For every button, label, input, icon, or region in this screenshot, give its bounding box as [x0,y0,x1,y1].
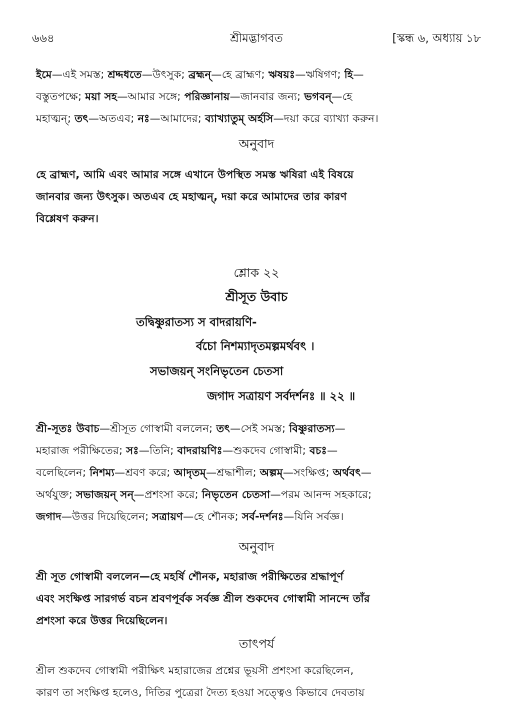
term-meaning: — [353,69,364,81]
term-meaning: —এই সমস্ত; [51,69,108,81]
purport-line: শ্রীল শুকদেব গোস্বামী পরীক্ষিৎ মহারাজের প্রশ্নের ভূয়সী প্রশংসা করেছিলেন, [36,665,354,677]
term-meaning: —হে [331,91,353,103]
translation-line: এবং সংক্ষিপ্ত সারগর্ভ বচন শ্রবণপূর্বক সর্বজ্ঞ শ্রীল শুকদেব গোস্বামী সানন্দে তাঁর [36,593,370,605]
sanskrit-term: বিষ্ণুরাতস্য [289,423,335,435]
term-meaning: মহারাজ পরীক্ষিতের; [36,445,127,457]
translation-line: প্রশংসা করে উত্তর দিয়েছিলেন। [36,615,168,627]
term-meaning: —হে ব্রাহ্মণ; [211,69,269,81]
term-meaning: —দয়া করে ব্যাখ্যা করুন। [273,113,379,125]
term-meaning: —আমার সঙ্গে; [117,91,185,103]
sanskrit-term: সত্রায়ণ [152,511,184,523]
purport-text [36,660,479,704]
purport-heading: তাৎপর্য [238,636,275,651]
synonyms-verse [36,418,479,528]
term-meaning: —উত্তর দিয়েছিলেন; [61,511,153,523]
verse-line: র্বচো নিশম্যাদৃতমল্পমর্থবৎ । [196,339,315,353]
term-meaning: বলেছিলেন; [36,467,90,479]
synonym-line [36,418,479,440]
book-title: শ্রীমদ্ভাগবত [230,31,283,45]
term-meaning: —প্রশংসা করে; [133,489,202,501]
sanskrit-term: ইমে [36,69,52,81]
synonym-line [36,462,479,484]
sanskrit-term: নঃ [137,113,150,125]
term-meaning: —সংক্ষিপ্ত; [282,467,333,479]
verse-speaker: শ্রীসূত উবাচ [225,289,288,304]
translation-line: হে ব্রাহ্মণ, আমি এবং আমার সঙ্গে এখানে উপস্থিত সমস্ত ঋষিরা এই বিষয়ে [36,169,354,181]
term-meaning: মহাত্মন্; [36,113,75,125]
sanskrit-term: তৎ [74,113,89,125]
term-meaning: —পরম আনন্দ সহকারে; [270,489,372,501]
sanskrit-term: শ্রদ্দধতে [107,69,142,81]
sanskrit-term: ভগবন্ [304,91,332,103]
term-meaning: — [360,467,372,479]
sanskrit-term: সভাজয়ন্ সন্ [75,489,134,501]
sanskrit-term: ব্যাখ্যাতুম্ অর্হসি [205,113,274,125]
term-meaning: —যিনি সর্বজ্ঞ। [283,511,344,523]
purport-line: কারণ তা সংক্ষিপ্ত হলেও, দিতির পুত্রেরা দৈত্য হওয়া সত্ত্বেও কিভাবে দেবতায় [36,687,365,699]
verse-line: তদ্বিষ্ণুরাতস্য স বাদরায়ণি- [136,315,257,329]
synonym-line [36,108,479,130]
translation-line: জানবার জন্য উৎসুক। অতএব হে মহাত্মন্, দয়া করে আমাদের তার কারণ [36,191,347,203]
term-meaning: —শ্রবণ করে; [114,467,174,479]
term-meaning: —অতএব; [88,113,138,125]
term-meaning: —ঋষিগণ; [295,69,345,81]
translation-text [36,566,479,632]
term-meaning: অর্থযুক্ত; [36,489,76,501]
running-header [32,30,481,48]
term-meaning: —হে শৌনক; [183,511,242,523]
sanskrit-term: বাদরায়ণিঃ [177,445,223,457]
sanskrit-term: অল্পম্ [259,467,283,479]
term-meaning: — [326,445,338,457]
sanskrit-term: ব্রহ্মন্ [188,69,212,81]
translation-line: বিশ্লেষণ করুন। [36,213,99,225]
term-meaning: বস্তুতপক্ষে; [36,91,86,103]
term-meaning: —সেই সমস্ত; [230,423,290,435]
sanskrit-term: জগাদ [36,511,62,523]
translation-heading: অনুবাদ [238,136,275,151]
synonym-line [36,506,479,528]
sanskrit-term: সর্ব-দর্শনঃ [241,511,284,523]
term-meaning: —শ্রীসূত গোস্বামী বললেন; [99,423,217,435]
verse-line: জগাদ সত্রায়ণ সর্বদর্শনঃ ॥ ২২ ॥ [207,389,356,403]
sanskrit-term: তৎ [216,423,231,435]
verse-number: শ্লোক ২২ [233,265,280,280]
sanskrit-term: বচঃ [309,445,327,457]
term-meaning: —উৎসুক; [141,69,189,81]
synonym-line [36,64,479,86]
term-meaning: —শুকদেব গোস্বামী; [222,445,310,457]
sanskrit-term: সঃ [126,445,139,457]
synonyms-top [36,64,479,130]
sanskrit-term: ময়া সহ [85,91,118,103]
term-meaning: —শ্রদ্ধাশীল; [205,467,260,479]
term-meaning: —তিনি; [138,445,178,457]
translation-text [36,164,479,230]
sanskrit-term: পরিজ্ঞানায় [184,91,230,103]
synonym-line [36,86,479,108]
verse-line: সভাজয়ন্ সংনিভৃতেন চেতসা [150,364,284,378]
sanskrit-term: শ্রী-সূতঃ উবাচ [36,423,100,435]
term-meaning: —আমাদের; [149,113,205,125]
sanskrit-term: নিভৃতেন চেতসা [201,489,271,501]
translation-line: শ্রী সূত গোস্বামী বললেন—হে মহর্ষি শৌনক, মহারাজ পরীক্ষিতের শ্রদ্ধাপূর্ণ [36,571,344,583]
chapter-reference: [স্কন্ধ ৬, অধ্যায় ১৮ [392,31,481,45]
sanskrit-term: আদৃতম্ [173,467,206,479]
synonym-line [36,440,479,462]
sanskrit-term: হি [344,69,354,81]
page-number: ৬৬৪ [32,31,55,45]
translation-heading: অনুবাদ [238,539,275,554]
term-meaning: — [334,423,346,435]
sanskrit-term: অর্থবৎ [332,467,361,479]
term-meaning: —জানবার জন্য; [229,91,305,103]
sanskrit-term: নিশম্য [89,467,115,479]
sanskrit-term: ঋষয়ঃ [268,69,296,81]
synonym-line [36,484,479,506]
